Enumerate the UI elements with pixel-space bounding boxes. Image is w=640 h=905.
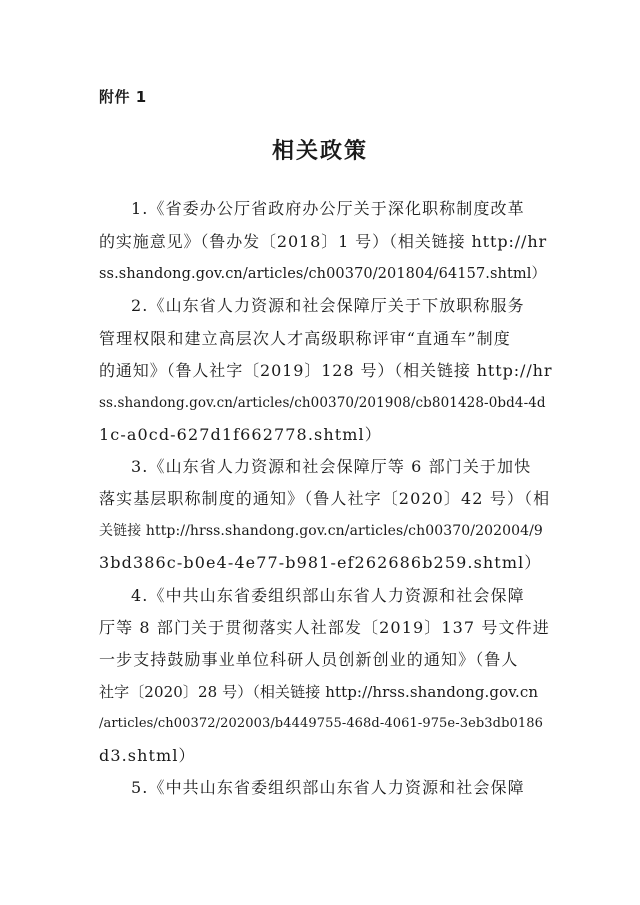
policy-4-line-2: 厅等 8 部门关于贯彻落实人社部发〔2019〕137 号文件进 [99,618,550,637]
policy-4-line-1: 4.《中共山东省委组织部山东省人力资源和社会保障 [131,586,525,605]
page-title: 相关政策 [271,138,368,164]
policy-2-line-5: 1c-a0cd-627d1f662778.shtml） [99,425,382,444]
attachment-label: 附件 1 [99,88,147,106]
policy-4-line-3: 一步支持鼓励事业单位科研人员创新创业的通知》（鲁人 [99,650,519,669]
policy-4-line-5: /articles/ch00372/202003/b4449755-468d-4061-975e-3eb3db0186 [99,716,544,731]
policy-1-line-1: 1.《省委办公厅省政府办公厅关于深化职称制度改革 [131,199,525,218]
policy-1-line-3: ss.shandong.gov.cn/articles/ch00370/201804/64157.shtml） [99,266,547,282]
policy-1-line-2: 的实施意见》（鲁办发〔2018〕1 号）（相关链接 http://hr [99,232,548,251]
policy-4-line-4: 社字〔2020〕28 号）（相关链接 http://hrss.shandong.gov.cn [99,683,539,701]
policy-2-line-3: 的通知》（鲁人社字〔2019〕128 号）（相关链接 http://hr [99,361,553,380]
policy-2-line-1: 2.《山东省人力资源和社会保障厅关于下放职称服务 [131,296,525,315]
policy-3-line-4: 3bd386c-b0e4-4e77-b981-ef262686b259.shtml） [99,553,542,572]
policy-3-line-2: 落实基层职称制度的通知》（鲁人社字〔2020〕42 号）（相 [99,489,551,508]
policy-3-line-1: 3.《山东省人力资源和社会保障厅等 6 部门关于加快 [131,457,532,476]
policy-5-line-1: 5.《中共山东省委组织部山东省人力资源和社会保障 [131,778,525,797]
policy-2-line-4: ss.shandong.gov.cn/articles/ch00370/201908/cb801428-0bd4-4d [99,395,546,411]
policy-2-line-2: 管理权限和建立高层次人才高级职称评审“直通车”制度 [99,329,511,348]
policy-3-line-3: 关链接 http://hrss.shandong.gov.cn/articles/ch00370/202004/9 [99,523,543,539]
policy-4-line-6: d3.shtml） [99,746,196,765]
